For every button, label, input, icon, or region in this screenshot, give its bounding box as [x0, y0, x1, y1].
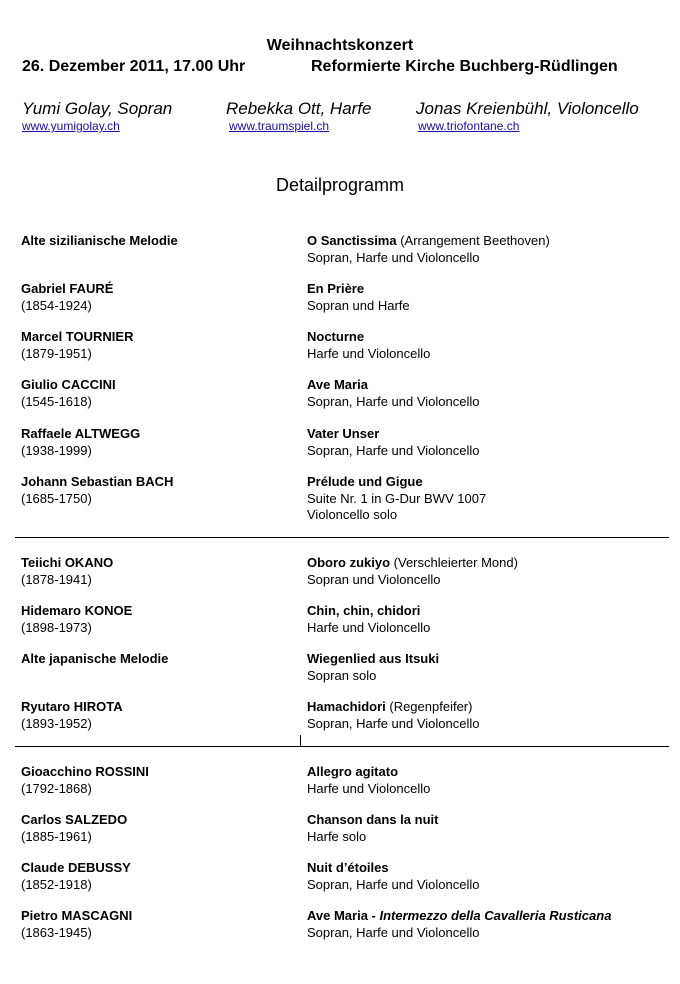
instrumentation: Sopran und Violoncello — [307, 571, 441, 587]
work-note: (Regenpfeifer) — [385, 699, 473, 714]
concert-venue: Reformierte Kirche Buchberg-Rüdlingen — [311, 58, 618, 75]
work-title: Hamachidori — [307, 699, 386, 714]
composer-years: (1898-1973) — [21, 619, 92, 635]
link-traumspiel[interactable]: www.traumspiel.ch — [229, 119, 330, 133]
performer-soprano: Yumi Golay, Sopran — [22, 99, 173, 118]
composer-years: (1893-1952) — [21, 715, 92, 731]
link-yumigolay[interactable]: www.yumigolay.ch — [22, 119, 120, 133]
work-subtitle: Intermezzo della Cavalleria Rusticana — [379, 908, 612, 923]
instrumentation: Harfe solo — [307, 828, 367, 844]
composer-years: (1792-1868) — [21, 780, 92, 796]
composer-name: Alte sizilianische Melodie — [21, 233, 178, 248]
composer-name: Johann Sebastian BACH — [21, 474, 174, 489]
instrumentation: Sopran, Harfe und Violoncello — [307, 442, 480, 458]
program-subtitle: Detailprogramm — [275, 175, 405, 195]
instrumentation: Harfe und Violoncello — [307, 780, 431, 796]
composer-years: (1885-1961) — [21, 828, 92, 844]
instrumentation: Harfe und Violoncello — [307, 345, 431, 361]
composer-name: Ryutaro HIROTA — [21, 699, 123, 714]
performer-harp: Rebekka Ott, Harfe — [226, 99, 372, 118]
composer-name: Gioacchino ROSSINI — [21, 764, 149, 779]
work-title: Chanson dans la nuit — [307, 812, 439, 827]
work-title: Nocturne — [307, 329, 365, 344]
section-divider — [15, 746, 669, 747]
composer-name: Hidemaro KONOE — [21, 603, 133, 618]
work-title: Oboro zukiyo — [307, 555, 391, 570]
section-divider — [15, 537, 669, 538]
concert-date: 26. Dezember 2011, 17.00 Uhr — [22, 58, 246, 75]
instrumentation: Sopran, Harfe und Violoncello — [307, 393, 480, 409]
work-title: O Sanctissima — [307, 233, 397, 248]
instrumentation: Sopran solo — [307, 667, 377, 683]
composer-name: Carlos SALZEDO — [21, 812, 128, 827]
instrumentation: Harfe und Violoncello — [307, 619, 431, 635]
composer-name: Pietro MASCAGNI — [21, 908, 133, 923]
work-note: (Arrangement Beethoven) — [396, 233, 550, 248]
work-title: Ave Maria — [307, 377, 368, 392]
composer-name: Giulio CACCINI — [21, 377, 116, 392]
composer-years: (1863-1945) — [21, 924, 92, 940]
concert-title: Weihnachtskonzert — [266, 37, 414, 54]
composer-name: Gabriel FAURÉ — [21, 281, 114, 296]
composer-years: (1854-1924) — [21, 297, 92, 313]
work-title: Wiegenlied aus Itsuki — [307, 651, 440, 666]
composer-name: Marcel TOURNIER — [21, 329, 134, 344]
link-triofontane[interactable]: www.triofontane.ch — [418, 119, 520, 133]
composer-years: (1852-1918) — [21, 876, 92, 892]
instrumentation: Sopran, Harfe und Violoncello — [307, 249, 480, 265]
instrumentation: Suite Nr. 1 in G-Dur BWV 1007 — [307, 490, 487, 506]
composer-years: (1685-1750) — [21, 490, 92, 506]
work-note: (Verschleierter Mond) — [390, 555, 518, 570]
work-title: Allegro agitato — [307, 764, 399, 779]
work-title: Nuit d’étoiles — [307, 860, 389, 875]
composer-name: Teiichi OKANO — [21, 555, 114, 570]
composer-years: (1878-1941) — [21, 571, 92, 587]
composer-years: (1938-1999) — [21, 442, 92, 458]
performer-cello: Jonas Kreienbühl, Violoncello — [416, 99, 639, 118]
work-title: Ave Maria - — [307, 908, 380, 923]
composer-years: (1545-1618) — [21, 393, 92, 409]
composer-name: Alte japanische Melodie — [21, 651, 169, 666]
work-title: Vater Unser — [307, 426, 380, 441]
instrumentation: Sopran, Harfe und Violoncello — [307, 715, 480, 731]
composer-name: Raffaele ALTWEGG — [21, 426, 141, 441]
work-title: Prélude und Gigue — [307, 474, 423, 489]
instrumentation: Sopran, Harfe und Violoncello — [307, 876, 480, 892]
composer-name: Claude DEBUSSY — [21, 860, 131, 875]
composer-years: (1879-1951) — [21, 345, 92, 361]
instrumentation: Sopran, Harfe und Violoncello — [307, 924, 480, 940]
work-title: En Prière — [307, 281, 365, 296]
instrumentation: Violoncello solo — [307, 507, 398, 522]
work-title: Chin, chin, chidori — [307, 603, 421, 618]
instrumentation: Sopran und Harfe — [307, 297, 410, 313]
